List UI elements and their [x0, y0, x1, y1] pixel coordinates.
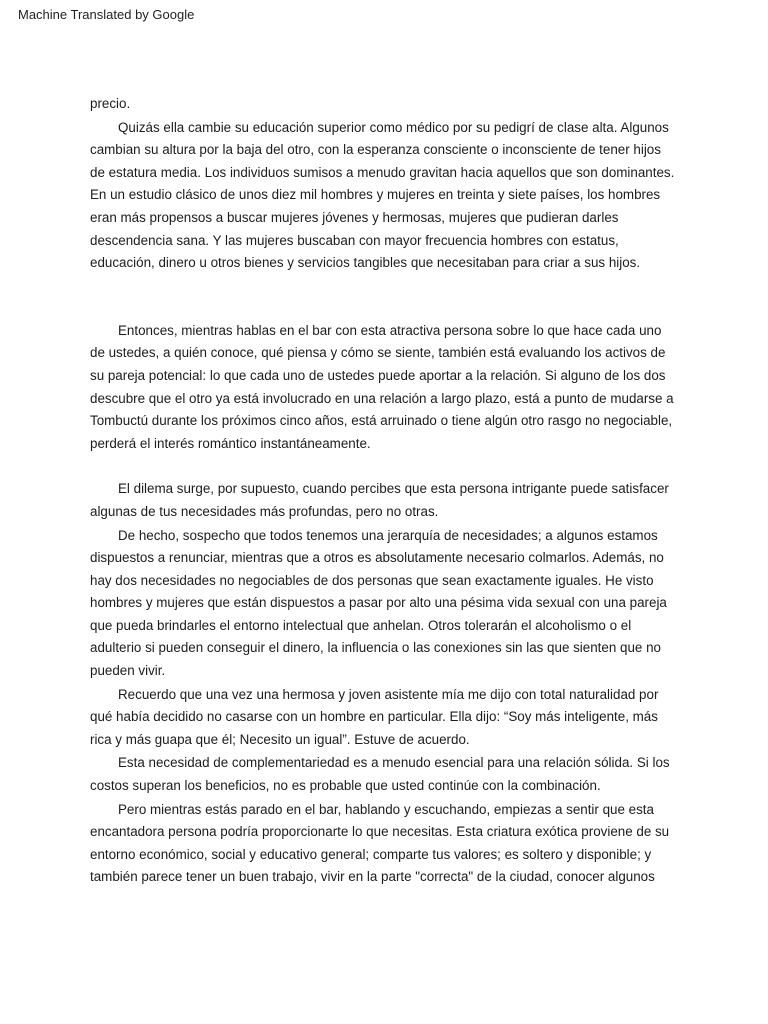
body-text: [90, 93, 678, 889]
paragraph: De hecho, sospecho que todos tenemos una jerarquía de necesidades; a algunos estamos dispuestos a renunciar, mientras que a otros es absolutamente necesario colmarlos. Además, no hay dos necesidades no negociables de dos personas que sean exactamente iguales. He visto hombres y mujeres que están dispuestos a pasar por alto una pésima vida sexual con una pareja que pueda brindarles el entorno intelectual que anhelan. Otros tolerarán el alcoholismo o el adulterio si pueden conseguir el dinero, la influencia o las conexiones sin las que sienten que no pueden vivir.: [90, 527, 667, 679]
paragraph: Pero mientras estás parado en el bar, hablando y escuchando, empiezas a sentir que esta encantadora persona podría proporcionarte lo que necesitas. Esta criatura exótica proviene de su entorno económico, social y educativo general; comparte tus valores; es soltero y disponible; y también parece tener un buen trabajo, vivir en la parte "correcta" de la ciudad, conocer algunos: [90, 801, 670, 885]
paragraph: Recuerdo que una vez una hermosa y joven asistente mía me dijo con total naturalidad por qué había decidido no casarse con un hombre en particular. Ella dijo: “Soy más inteligente, más rica y más guapa que él; Necesito un igual”. Estuve de acuerdo.: [90, 686, 659, 747]
paragraph: Quizás ella cambie su educación superior como médico por su pedigrí de clase alta. Algunos cambian su altura por la baja del otro, con la esperanza consciente o inconsciente de tener hijos de estatura media. Los individuos sumisos a menudo gravitan hacia aquellos que son dominantes. En un estudio clásico de unos diez mil hombres y mujeres en treinta y siete países, los hombres eran más propensos a buscar mujeres jóvenes y hermosas, mujeres que pudieran darles descendencia sana. Y las mujeres buscaban con mayor frecuencia hombres con estatus, educación, dinero u otros bienes y servicios tangibles que necesitaban para criar a sus hijos.: [90, 119, 675, 271]
paragraph: Entonces, mientras hablas en el bar con esta atractiva persona sobre lo que hace cada uno de ustedes, a quién conoce, qué piensa y cómo se siente, también está evaluando los activos de su pareja potencial: lo que cada uno de ustedes puede aportar a la relación. Si alguno de los dos descubre que el otro ya está involucrado en una relación a largo plazo, está a punto de mudarse a Tombuctú durante los próximos cinco años, está arruinado o tiene algún otro rasgo no negociable, perderá el interés romántico instantáneamente.: [90, 322, 674, 451]
paragraph: El dilema surge, por supuesto, cuando percibes que esta persona intrigante puede satisfacer algunas de tus necesidades más profundas, pero no otras.: [90, 481, 669, 519]
paragraph: Esta necesidad de complementariedad es a menudo esencial para una relación sólida. Si los costos superan los beneficios, no es probable que usted continúe con la combinación.: [90, 755, 670, 794]
paragraph: precio.: [90, 96, 131, 111]
machine-translation-label: Machine Translated by Google: [18, 7, 195, 22]
